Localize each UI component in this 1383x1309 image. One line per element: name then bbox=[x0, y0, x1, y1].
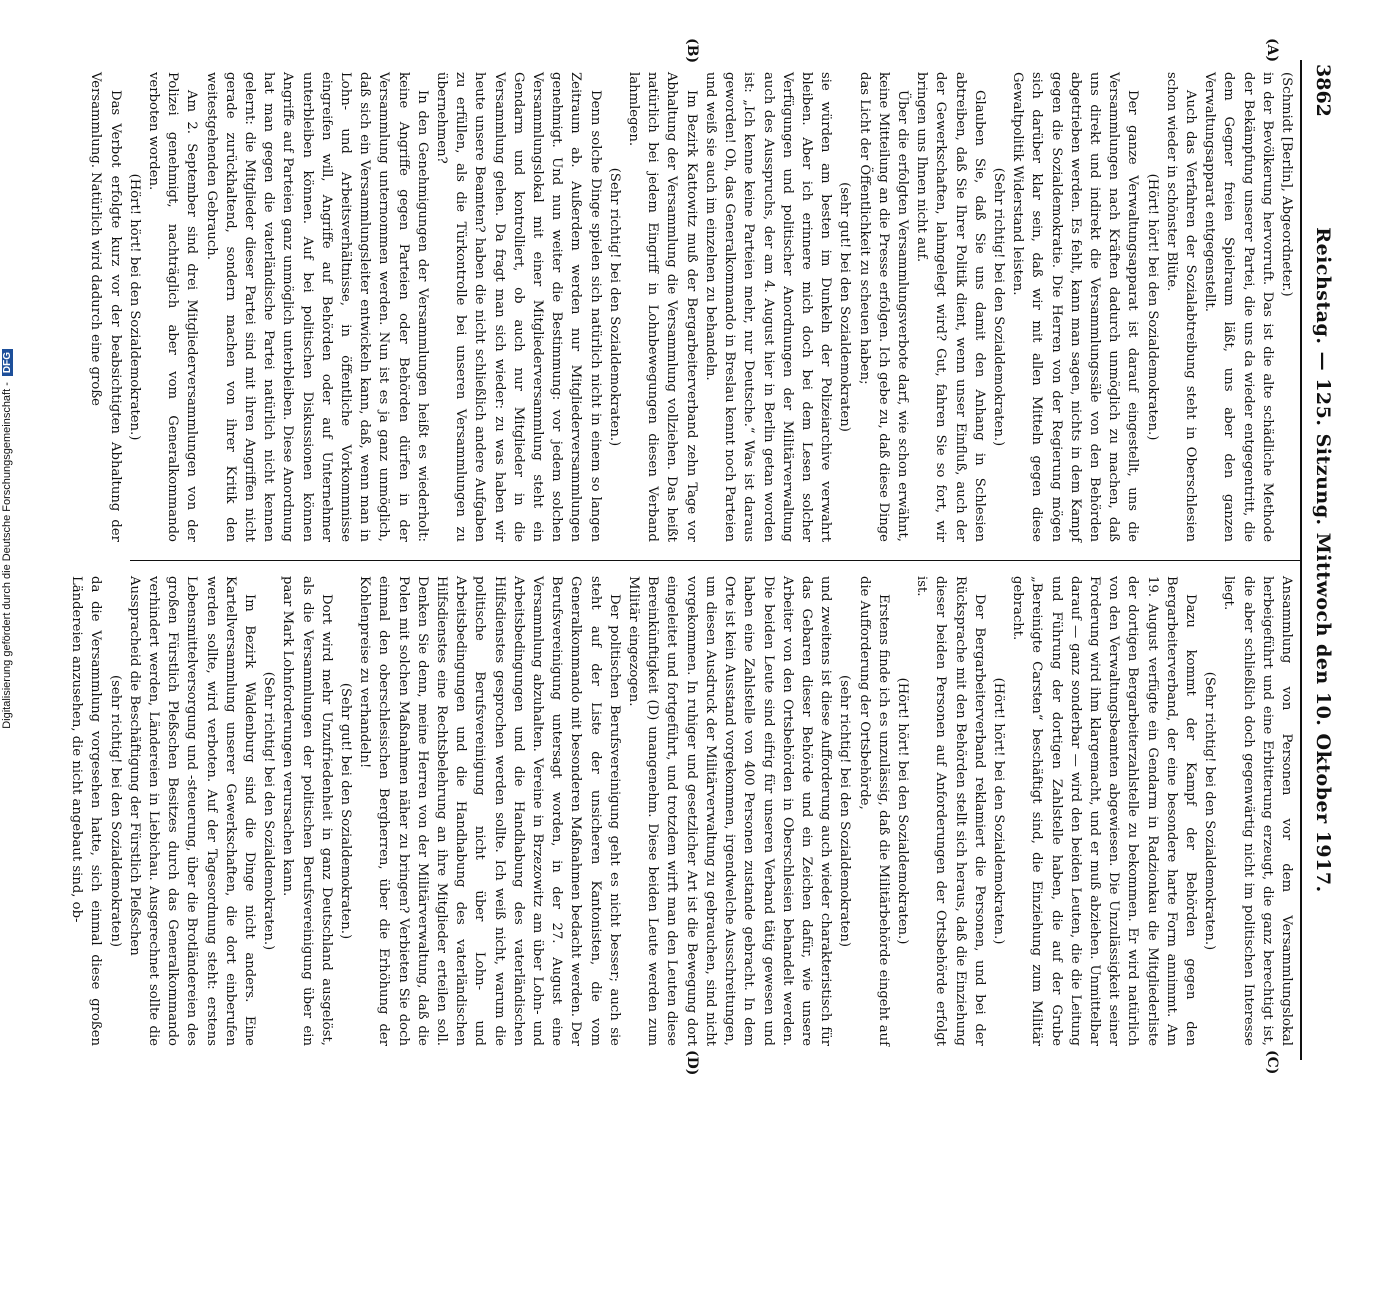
left-paragraph: Über die erfolgten Versammlungsverbote darf, wie schon erwähnt, keine Mitteilung an die Presse erfolgen. Ich gebe zu, daß diese Dinge das Licht der Öffentlichkeit zu scheuen haben; bbox=[856, 72, 910, 542]
left-paragraph: Auch das Verfahren der Sozialabtreibung steht in Oberschlesien schon wieder in schönster Blüte. bbox=[1163, 72, 1198, 542]
credit-text: Digitalisierung gefördert durch die Deutsche Forschungsgemeinschaft - bbox=[1, 382, 13, 729]
left-paragraph: Der ganze Verwaltungsapparat ist darauf eingestellt, uns die Versammlungen nach Kräften dadurch unmöglich zu machen, daß uns direkt und indirekt die Versammlungssäle von den Behörden abgetrieben werden. Es fehlt, kann man sagen, nichts in dem Kampf gegen die Sozialdemokratie. Die Herren von der Regierung mögen sich darüber klar sein, daß wir mit allen Mitteln gegen diese Gewaltpolitik Widerstand leisten. bbox=[1010, 72, 1141, 542]
rotated-page bbox=[40, 38, 1340, 1076]
right-interjection: (Sehr richtig! bei den Sozialdemokraten.) bbox=[261, 671, 277, 951]
left-interjection: (Hört! hört! bei den Sozialdemokraten.) bbox=[126, 173, 142, 441]
right-paragraph: Der politischen Berufsvereinigung geht es nicht besser; auch sie steht auf der Liste der unsicheren Kantonisten, die vom Generalkommando mit besonderen Maßnahmen bedacht werden. Der Berufsvereinigung untersagt worden, in der 27. August eine Versammlung abzuhalten. Vereine in Brzezowitz am über Lohn- und Arbeitsbedingungen und die Handhabung des vaterländischen Hilfsdienstes gesprochen werden sollte. Ich weiß nicht, warum die politische Berufsvereinigung nicht über Lohn- und Arbeitsbedingungen und die Handhabung des vaterländischen Hilfsdienstes eine Rechtsbelehrung an ihre Mitglieder erteilen soll. Denken Sie denn, meine Herren von der Militärverwaltung, daß die Polen mit solchen Maßnahmen näher zu bringen? Verbieten Sie doch einmal den oberschlesischen Bergherren, über die Erhöhung der Kohlenpreise zu verhandeln! bbox=[357, 576, 622, 1046]
left-paragraph: Im Bezirk Kattowitz muß der Bergarbeiterverband zehn Tage vor Abhaltung der Versammlung die Versammlung vollziehen. Das heißt natürlich bei jedem Eingriff in Lohnbewegungen diesen Verband lahmlegen. bbox=[626, 72, 699, 542]
left-paragraph: (Schmidt [Berlin], Abgeordneter.) bbox=[1279, 72, 1294, 297]
right-interjection: (Sehr richtig! bei den Sozialdemokraten.) bbox=[1202, 671, 1218, 951]
dfg-logo: DFG bbox=[2, 349, 13, 376]
margin-mark-c: (C) bbox=[1264, 1050, 1280, 1075]
digitization-credit bbox=[1, 349, 19, 1309]
page-header bbox=[1300, 60, 1340, 1060]
left-paragraph: In den Genehmigungen der Versammlungen heißt es wiederholt: keine Angriffe gegen Parteien oder Behörden dürfen in der Versammlung unternommen werden. Nun ist es ja ganz unmöglich, daß sich ein Versammlungsleiter entwickeln kann, daß, wenn man in Lohn- und Arbeitsverhältnisse, in öffentliche Vorkommnisse eingreifen will, Angriffe auf Behörden oder auf Unternehmer unterbleiben können. Auf bei politischen Diskussionen können Angriffe auf Parteien ganz unmöglich unterbleiben. Diese Anordnung hat man gegen die vaterländische Partei natürlich nicht kennen gelernt: die Mitglieder dieser Partei sind mit ihren Angriffen nicht gerade zurückhaltend, sondern machen von ihrer Kritik den weitestgehenden Gebrauch. bbox=[203, 72, 430, 542]
left-interjection: (Hört! hört! bei den Sozialdemokraten.) bbox=[1144, 173, 1160, 441]
left-paragraph: sie würden am besten im Dunkeln der Polizeiarchive verwahrt bleiben. Aber ich erinnere mich doch bei dem Lesen solcher Verfügungen und politischer Anordnungen der Militärverwaltung auch des Ausspruchs, der am 4. August hier in Berlin getan worden ist: „Ich kenne keine Parteien mehr, nur Deutsche.“ Was ist daraus geworden! Oh, das Generalkommando in Breslau kennt noch Parteien und weiß sie auch im einzelnen zu behandeln. bbox=[702, 72, 834, 542]
left-interjection: (sehr gut! bei den Sozialdemokraten) bbox=[837, 182, 853, 432]
right-interjection: (sehr richtig! bei den Sozialdemokraten) bbox=[837, 675, 853, 947]
right-paragraph: Ansammlung von Personen vor dem Versammlungslokal herbeigeführt und eine Erbitterung erzeugt, die ganz berechtigt ist, die aber schließlich doch gegenwärtig nicht im politischen Interesse liegt. bbox=[1221, 576, 1294, 1046]
left-paragraph: Das Verbot erfolgte kurz vor der beabsichtigten Abhaltung der Versammlung. Natürlich wird dadurch eine große bbox=[88, 72, 123, 542]
right-column bbox=[69, 576, 1296, 1046]
page-number: 3862 bbox=[1312, 64, 1334, 117]
margin-mark-a: (A) bbox=[1264, 38, 1280, 63]
left-paragraph: Glauben Sie, daß Sie uns damit den Anhang in Schlesien abtreiben, daß Sie Ihrer Politik dient, wenn unser Einfluß, auch der der Gewerkschaften, lahmgelegt wird? Gut, fahren Sie so fort, wir bringen uns Ihnen nicht auf. bbox=[914, 72, 987, 542]
right-interjection: (Hört! hört! bei den Sozialdemokraten.) bbox=[990, 677, 1006, 945]
margin-mark-d: (D) bbox=[684, 1050, 700, 1076]
left-paragraph: in der Bevölkerung hervorruft. Das ist die alte schädliche Methode der Bekämpfung unserer Partei, die uns da wieder entgegentritt, die dem Gegner freien Spielraum läßt, uns aber den ganzen Verwaltungsapparat entgegenstellt. bbox=[1202, 72, 1275, 542]
right-interjection: (sehr richtig! bei den Sozialdemokraten) bbox=[107, 675, 123, 947]
left-paragraph: Denn solche Dinge spielen sich natürlich nicht in einem so langen Zeitraum ab. Außerdem werden nur Mitgliederversammlungen genehmigt. Und nun weiter die Bestimmung: vor jedem solchen Versammlungslokal mit einer Mitgliederversammlung steht ein Gendarm und kontrolliert, ob auch nur Mitglieder in die Versammlung gehen. Da fragt man sich wieder: zu was haben wir heute unsere Beamten? haben die nicht schließlich andere Aufgaben zu erfüllen, als die Türkontrolle bei unseren Versammlungen zu übernehmen? bbox=[434, 72, 603, 542]
left-paragraph: Am 2. September sind drei Mitgliederversammlungen von der Polizei genehmigt, nachträglich aber vom Generalkommando verboten worden. bbox=[146, 72, 200, 542]
margin-mark-b: (B) bbox=[684, 38, 700, 64]
right-paragraph: da die Versammlung vorgesehen hatte, sich einmal diese großen Ländereien anzusehen, die nicht angebaut sind, ob- bbox=[69, 576, 104, 1046]
page-content bbox=[69, 38, 1340, 1076]
left-interjection: (Sehr richtig! bei den Sozialdemokraten.) bbox=[990, 167, 1006, 447]
right-paragraph: Der Bergarbeiterverband reklamiert die Personen, und bei der Rücksprache mit den Behörden stellt sich heraus, daß die Einziehung dieser beiden Personen auf Anforderungen der Ortsbehörde erfolgt ist. bbox=[914, 576, 987, 1046]
running-title: Reichstag. — 125. Sitzung. Mittwoch den 10. Oktober 1917. bbox=[1312, 227, 1334, 893]
left-interjection: (Sehr richtig! bei den Sozialdemokraten.) bbox=[606, 167, 622, 447]
right-paragraph: und zweitens ist diese Aufforderung auch wieder charakteristisch für das Gebaren dieser Behörde und ein Zeichen dafür, wie unsere Arbeiter von den Ortsbehörden in Oberschlesien behandelt werden. Die beiden Leute sind eifrig für unseren Verband tätig gewesen und haben eine Zahlstelle von 400 Personen zustande gebracht. In dem Orte ist kein Ausstand vorgekommen, irgendwelche Ausschreitungen, um diesen Ausdruck der Militärverwaltung zu gebrauchen, sind nicht vorgekommen. In ruhiger und gesetzlicher Art ist die Bewegung dort eingeleitet und fortgeführt, und trotzdem wirft man den Leuten diese Bereinkünftigkeit (D) unangenehm. Diese beiden Leute werden zum Militär eingezogen. bbox=[626, 576, 834, 1046]
right-paragraph: Dazu kommt der Kampf der Behörden gegen den Bergarbeiterverband, der eine besondere harte Form annimmt. Am 19. August verfügte ein Gendarm in Radzionkau die Mitgliederliste der dortigen Bergarbeiterzahlstelle zu bekommen. Er wird natürlich von den Verwaltungsbeamten abgewiesen. Die Unzulässigkeit seiner Forderung wird ihm klargemacht, und er muß abziehen. Unmittelbar darauf — ganz sonderbar — wird den beiden Leuten, die die Leitung und Führung der dortigen Zahlstelle haben, die auf der Grube „Bereinigte Carsten“ beschäftigt sind, die Einziehung zum Militär gebracht. bbox=[1010, 576, 1198, 1046]
left-column bbox=[88, 72, 1296, 542]
column-divider bbox=[130, 560, 1300, 561]
right-interjection: (Hört! hört! bei den Sozialdemokraten.) bbox=[894, 677, 910, 945]
right-paragraph: Dort wird mehr Unzufriedenheit in ganz Deutschland ausgelöst, als die Versammlungen der politischen Berufsvereinigung über ein paar Mark Lohnforderungen verursachen kann. bbox=[280, 576, 334, 1046]
right-interjection: (Sehr gut! bei den Sozialdemokraten.) bbox=[338, 682, 354, 940]
right-paragraph: Erstens finde ich es unzulässig, daß die Militärbehörde eingeht auf die Aufforderung der Ortsbehörde, bbox=[856, 576, 891, 1046]
right-paragraph: Im Bezirk Waldenburg sind die Dinge nicht anders. Eine Kartellversammlung unserer Gewerkschaften, die dort einberufen werden sollte, wird verboten. Auf der Tagesordnung steht: erstens Lebensmittelversorgung und -steuerung, über die Brotländereien des großen Fürstlich Pleßschen Besitzes durch das Generalkommando verhindert werden, Ländereien in Liebichau. Ausgerechnet sollte die Ausspracheid die Beschäftigung der Fürstlich Pleßschen bbox=[126, 576, 258, 1046]
header-rule bbox=[1300, 60, 1302, 1060]
